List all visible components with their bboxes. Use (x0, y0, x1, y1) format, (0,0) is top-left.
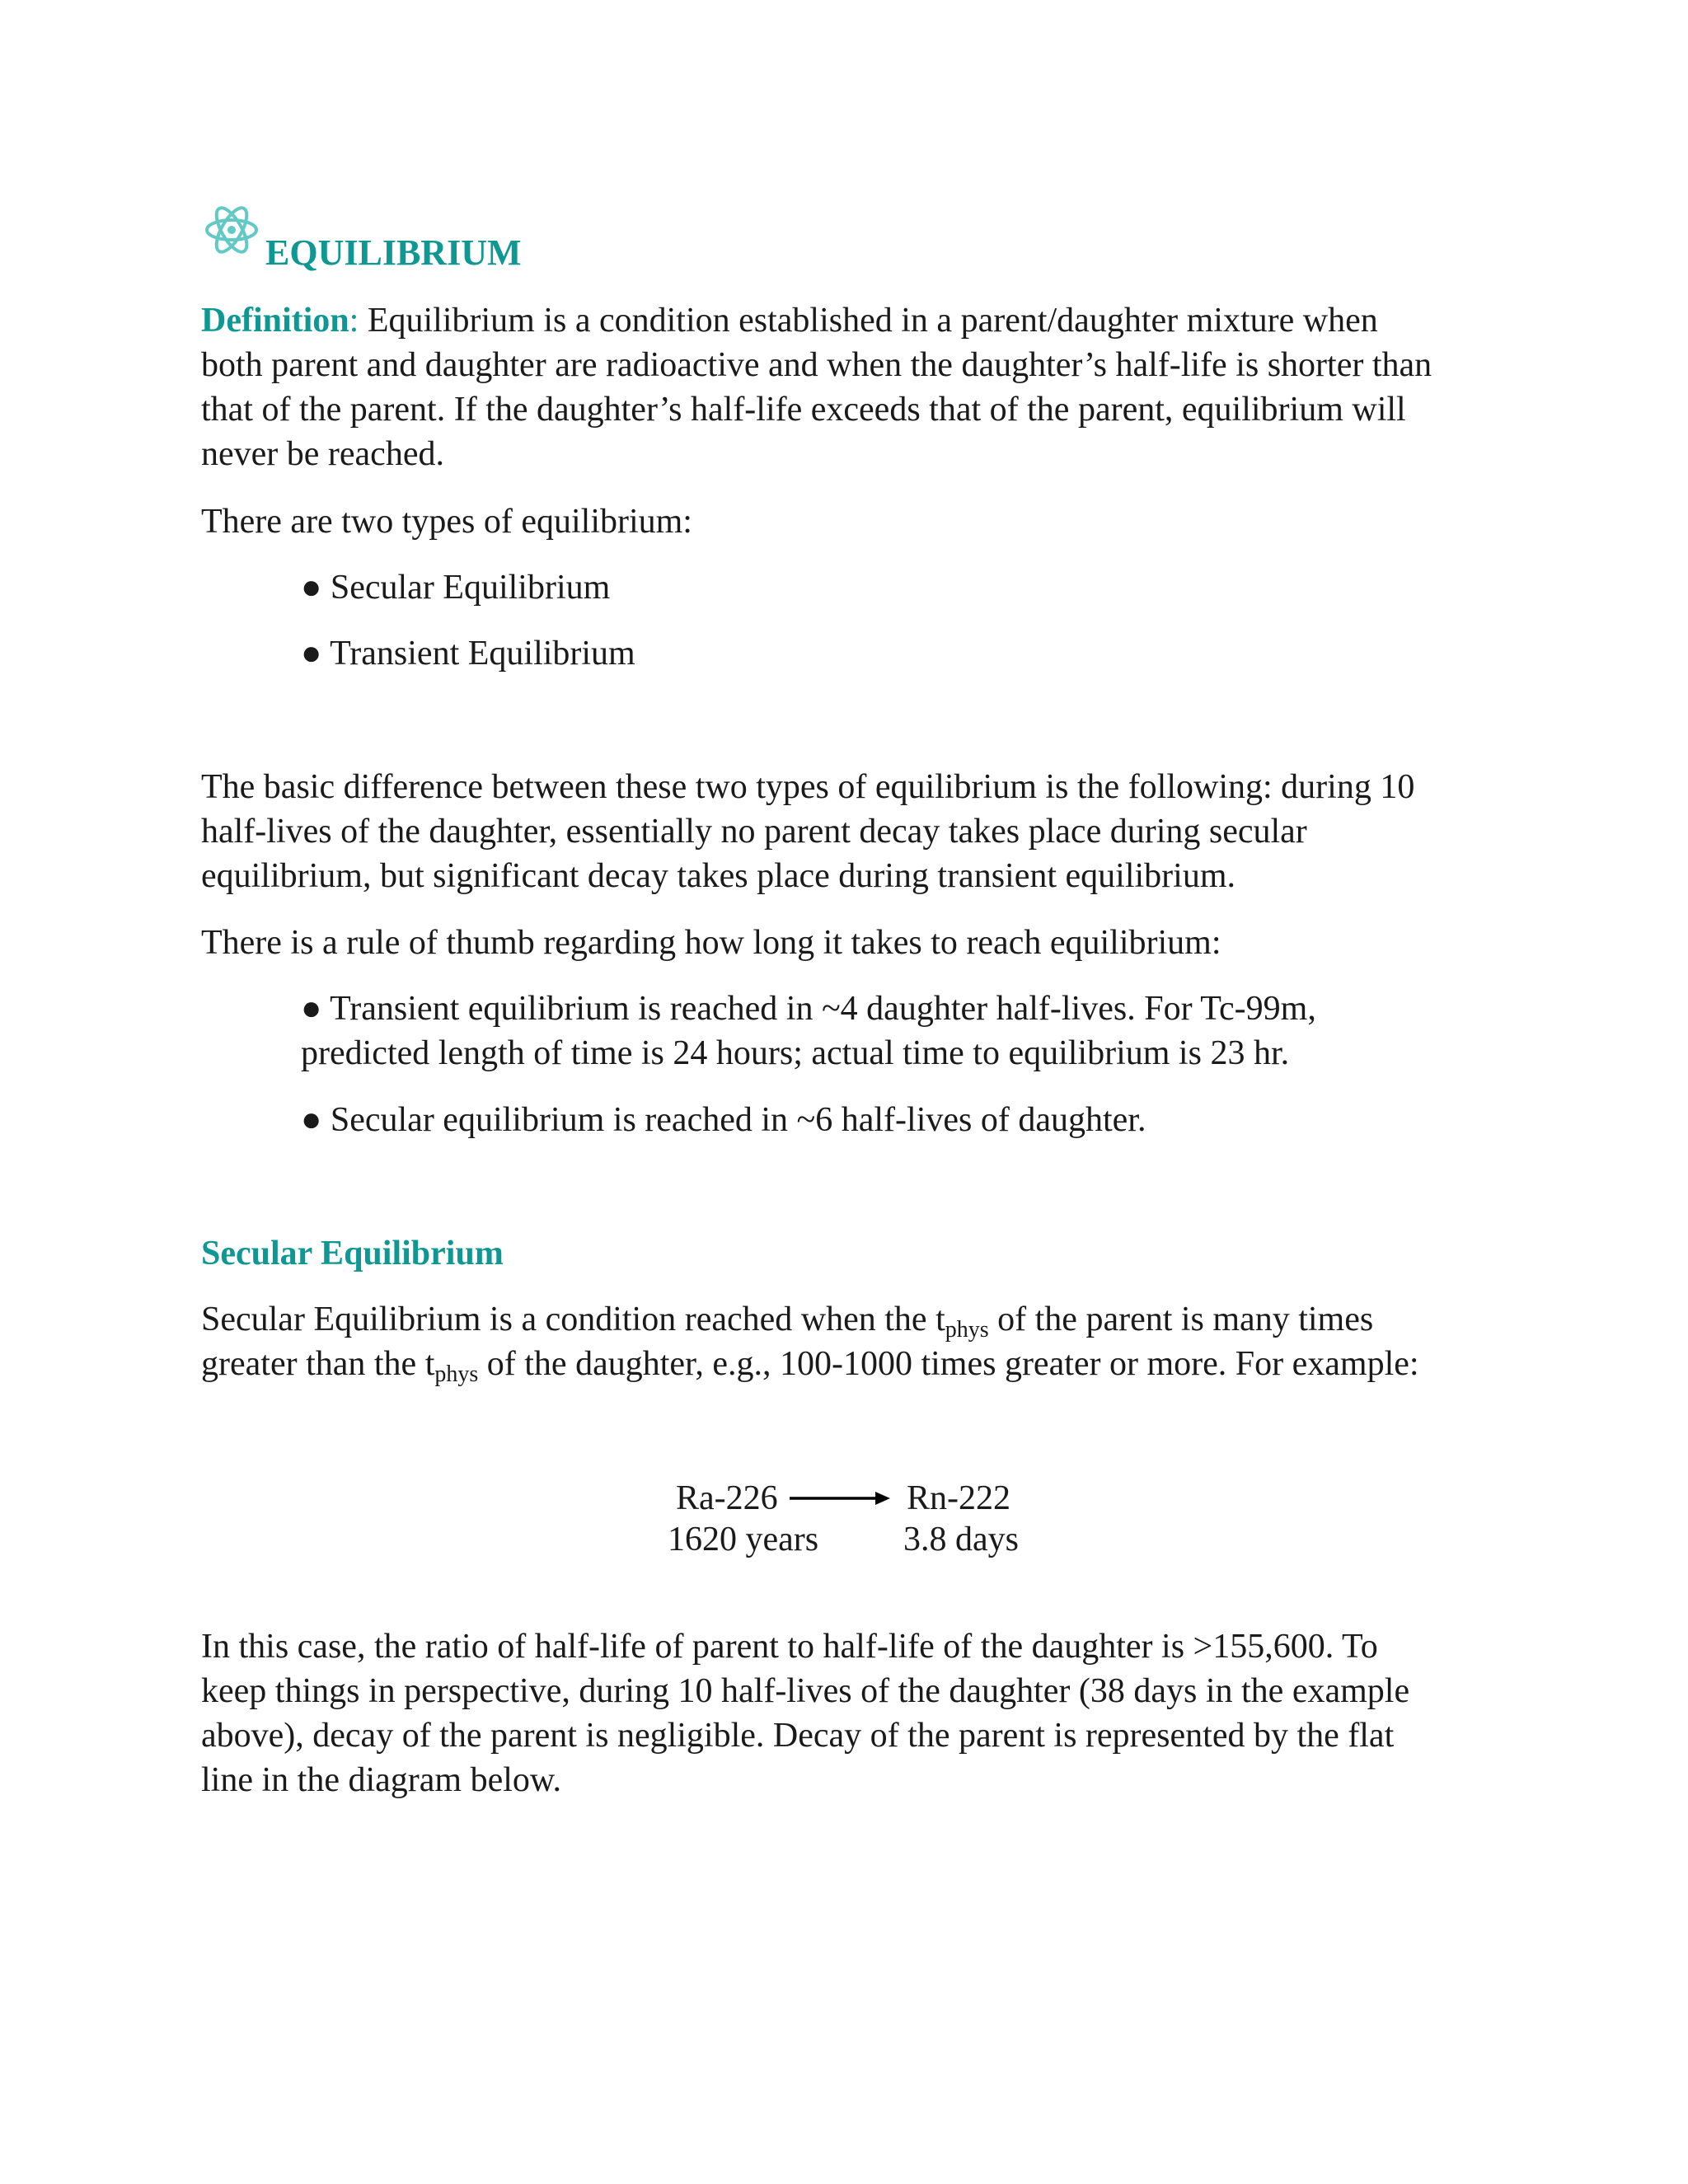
difference-line-2: half-lives of the daughter, essentially no parent decay takes place during secular (201, 813, 1307, 851)
arrow-right-icon (790, 1488, 890, 1508)
types-intro: There are two types of equilibrium: (201, 503, 692, 541)
definition-line-3: that of the parent. If the daughter’s half-life exceeds that of the parent, equilibrium will (201, 391, 1406, 429)
conclusion-paragraph (201, 1624, 1503, 1802)
secular-text-1a: Secular Equilibrium is a condition reached when the t (201, 1301, 945, 1338)
definition-paragraph (201, 298, 1503, 476)
definition-text-1: Equilibrium is a condition established in a parent/daughter mixture when (359, 302, 1378, 340)
atom-icon (201, 199, 262, 260)
difference-paragraph (201, 765, 1503, 898)
secular-heading: Secular Equilibrium (201, 1235, 504, 1272)
secular-paragraph (201, 1297, 1503, 1386)
secular-text-1b: of the parent is many times (988, 1301, 1374, 1338)
list-item-secular: ● Secular Equilibrium (301, 569, 611, 607)
definition-label: Definition (201, 302, 349, 340)
equation-parent: Ra-226 (676, 1479, 778, 1517)
difference-line-1: The basic difference between these two types of equilibrium is the following: during 10 (201, 768, 1415, 806)
secular-line-2 (201, 1342, 1503, 1386)
rule-intro: There is a rule of thumb regarding how long it takes to reach equilibrium: (201, 924, 1221, 962)
list-item-transient-rule (301, 987, 1316, 1076)
page-title: EQUILIBRIUM (265, 232, 522, 273)
transient-rule-line-2: predicted length of time is 24 hours; actual time to equilibrium is 23 hr. (301, 1034, 1290, 1072)
conclusion-line-1: In this case, the ratio of half-life of parent to half-life of the daughter is >155,600. To (201, 1628, 1378, 1666)
definition-line-4: never be reached. (201, 435, 444, 473)
transient-rule-line-1: ● Transient equilibrium is reached in ~4 daughter half-lives. For Tc-99m, (301, 990, 1316, 1028)
equation-parent-halflife: 1620 years (668, 1521, 819, 1558)
definition-line-1 (201, 298, 1503, 343)
conclusion-line-2: keep things in perspective, during 10 half-lives of the daughter (38 days in the example (201, 1672, 1410, 1710)
definition-line-2: both parent and daughter are radioactive and when the daughter’s half-life is shorter than (201, 346, 1432, 384)
secular-sub-2: phys (434, 1361, 479, 1387)
secular-text-2a: greater than the t (201, 1345, 435, 1383)
definition-colon: : (349, 302, 359, 340)
secular-line-1 (201, 1297, 1503, 1342)
secular-text-2b: of the daughter, e.g., 100-1000 times greater or more. For example: (478, 1345, 1419, 1383)
equation-daughter-halflife: 3.8 days (903, 1521, 1019, 1558)
secular-sub-1: phys (945, 1317, 989, 1343)
equation-daughter: Rn-222 (907, 1479, 1010, 1517)
conclusion-line-3: above), decay of the parent is negligible. Decay of the parent is represented by the flat (201, 1717, 1395, 1755)
list-item-secular-rule: ● Secular equilibrium is reached in ~6 half-lives of daughter. (301, 1101, 1146, 1139)
difference-line-3: equilibrium, but significant decay takes place during transient equilibrium. (201, 857, 1236, 895)
list-item-transient: ● Transient Equilibrium (301, 635, 635, 673)
conclusion-line-4: line in the diagram below. (201, 1761, 561, 1799)
